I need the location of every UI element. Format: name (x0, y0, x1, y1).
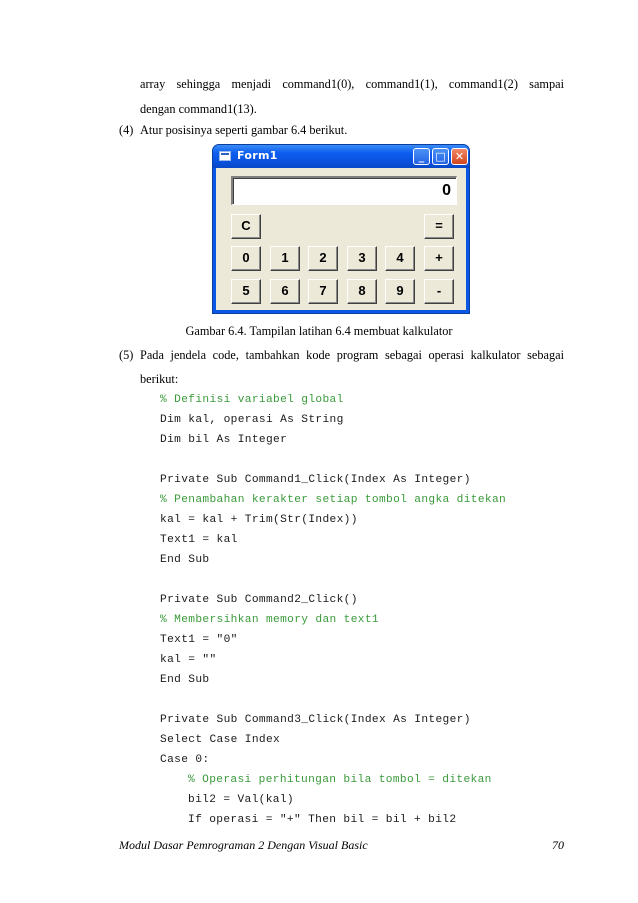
step-5-line-2: berikut: (140, 372, 179, 386)
page-number: 70 (552, 838, 564, 852)
footer-title: Modul Dasar Pemrograman 2 Dengan Visual Basic (119, 838, 368, 852)
code-line: Private Sub Command1_Click(Index As Integer) (160, 474, 471, 486)
form-client-area (216, 168, 466, 310)
plus-button[interactable]: + (424, 246, 454, 271)
key-7-button[interactable]: 7 (308, 279, 338, 304)
minus-button[interactable]: - (424, 279, 454, 304)
form-window-icon (219, 151, 231, 161)
key-1-button[interactable]: 1 (270, 246, 300, 271)
code-line: Text1 = "0" (160, 634, 238, 646)
key-8-button[interactable]: 8 (347, 279, 377, 304)
intro-line-2: dengan command1(13). (140, 102, 257, 116)
code-comment: % Operasi perhitungan bila tombol = ditekan (188, 774, 492, 786)
code-line: Dim kal, operasi As String (160, 414, 344, 426)
figure-caption: Gambar 6.4. Tampilan latihan 6.4 membuat kalkulator (185, 324, 453, 338)
key-6-button[interactable]: 6 (270, 279, 300, 304)
calculator-display-textbox[interactable]: 0 (231, 176, 457, 205)
step-5-line-1: Pada jendela code, tambahkan kode program sebagai operasi kalkulator sebagai (140, 348, 564, 362)
code-line: End Sub (160, 674, 210, 686)
code-comment: % Penambahan kerakter setiap tombol angka ditekan (160, 494, 507, 506)
clear-button[interactable]: C (231, 214, 261, 239)
code-line: Select Case Index (160, 734, 281, 746)
minimize-button[interactable]: _ (413, 148, 430, 165)
code-comment: % Definisi variabel global (160, 394, 344, 406)
code-line: Private Sub Command2_Click() (160, 594, 358, 606)
code-line: kal = kal + Trim(Str(Index)) (160, 514, 358, 526)
form-title: Form1 (237, 149, 278, 162)
code-line: Dim bil As Integer (160, 434, 288, 446)
close-button[interactable]: ✕ (451, 148, 468, 165)
key-9-button[interactable]: 9 (385, 279, 415, 304)
key-0-button[interactable]: 0 (231, 246, 261, 271)
code-line: End Sub (160, 554, 210, 566)
key-3-button[interactable]: 3 (347, 246, 377, 271)
step-5-number: (5) (119, 348, 134, 362)
key-4-button[interactable]: 4 (385, 246, 415, 271)
equals-button[interactable]: = (424, 214, 454, 239)
maximize-button[interactable]: □ (432, 148, 449, 165)
code-line: Private Sub Command3_Click(Index As Integer) (160, 714, 471, 726)
key-2-button[interactable]: 2 (308, 246, 338, 271)
code-comment: % Membersihkan memory dan text1 (160, 614, 379, 626)
calculator-form-window (212, 144, 470, 314)
code-line: Case 0: (160, 754, 210, 766)
step-4-text: Atur posisinya seperti gambar 6.4 berikut. (140, 123, 348, 137)
code-line: bil2 = Val(kal) (188, 794, 294, 806)
code-line: If operasi = "+" Then bil = bil + bil2 (188, 814, 457, 826)
code-line: kal = "" (160, 654, 217, 666)
form-titlebar[interactable] (213, 145, 469, 168)
step-4-number: (4) (119, 123, 134, 137)
intro-line-1: array sehingga menjadi command1(0), command1(1), command1(2) sampai (140, 77, 564, 91)
key-5-button[interactable]: 5 (231, 279, 261, 304)
code-line: Text1 = kal (160, 534, 238, 546)
